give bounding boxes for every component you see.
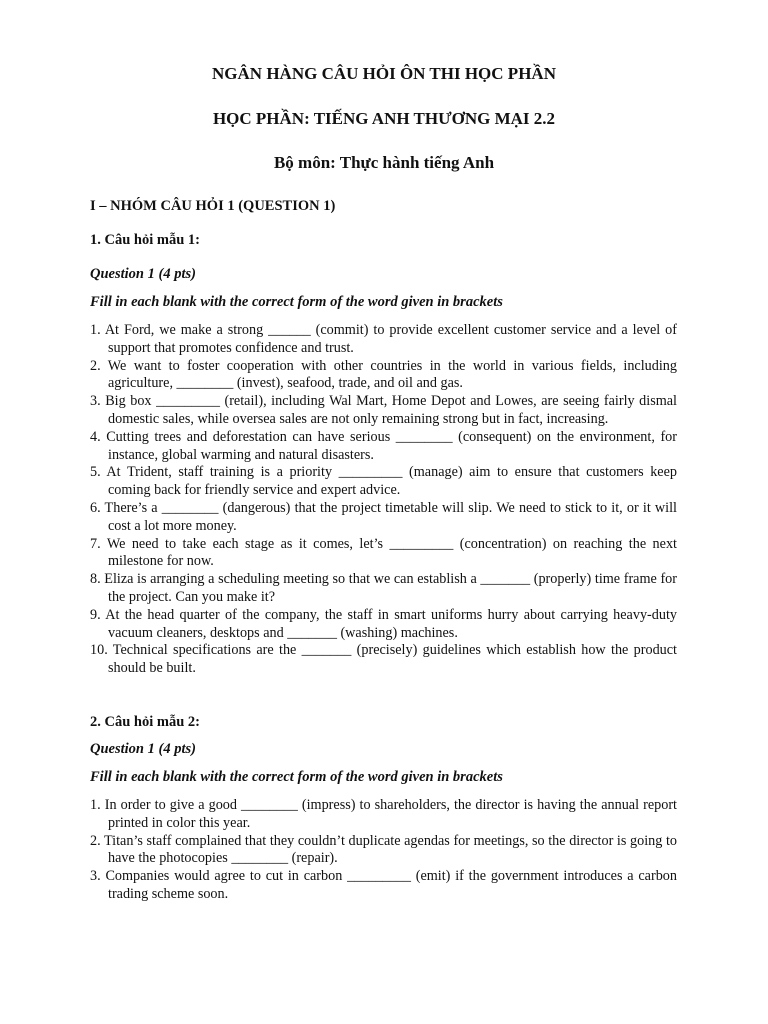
list-item: 3. Companies would agree to cut in carbon _________ (emit) if the government introduces a carbon trading scheme soon.	[90, 868, 677, 902]
list-item: 3. Big box _________ (retail), including Wal Mart, Home Depot and Lowes, are seeing fairly dismal domestic sales, while oversea sales are not only remaining strong but in fact, increasing.	[90, 393, 677, 427]
list-item: 9. At the head quarter of the company, the staff in smart uniforms hurry about carrying heavy-duty vacuum cleaners, desktops and _______ (washing) machines.	[90, 606, 677, 641]
sample-1-list	[90, 322, 677, 678]
list-item: 1. In order to give a good ________ (impress) to shareholders, the director is having the annual report printed in color this year.	[90, 797, 677, 831]
list-item: 2. We want to foster cooperation with other countries in the world in various fields, including agriculture, ________ (invest), seafood, trade, and oil and gas.	[90, 357, 677, 392]
sample-2-question: Question 1 (4 pts)	[90, 741, 196, 757]
list-item: 5. At Trident, staff training is a priority _________ (manage) aim to ensure that customers keep coming back for friendly service and expert advice.	[90, 464, 677, 499]
document-title: NGÂN HÀNG CÂU HỎI ÔN THI HỌC PHẦN	[212, 64, 556, 83]
sample-1-heading: 1. Câu hỏi mẫu 1:	[90, 232, 200, 248]
sample-1-instruction: Fill in each blank with the correct form of the word given in brackets	[90, 294, 503, 310]
list-item: 10. Technical specifications are the _______ (precisely) guidelines which establish how the product should be built.	[90, 642, 677, 677]
sample-1-question: Question 1 (4 pts)	[90, 266, 196, 282]
list-item: 1. At Ford, we make a strong ______ (commit) to provide excellent customer service and a level of support that promotes confidence and trust.	[90, 322, 677, 356]
section-heading: I – NHÓM CÂU HỎI 1 (QUESTION 1)	[90, 198, 336, 214]
department-title: Bộ môn: Thực hành tiếng Anh	[273, 153, 495, 172]
sample-2-instruction: Fill in each blank with the correct form of the word given in brackets	[90, 769, 503, 785]
sample-2-heading: 2. Câu hỏi mẫu 2:	[90, 714, 200, 730]
list-item: 6. There’s a ________ (dangerous) that the project timetable will slip. We need to stick to it, or it will cost a lot more money.	[90, 499, 677, 534]
sample-2-list	[90, 797, 677, 904]
list-item: 8. Eliza is arranging a scheduling meeting so that we can establish a _______ (properly) time frame for the project. Can you make it?	[90, 571, 677, 605]
list-item: 2. Titan’s staff complained that they couldn’t duplicate agendas for meetings, so the director is going to have the photocopies ________ (repair).	[90, 832, 677, 867]
list-item: 4. Cutting trees and deforestation can have serious ________ (consequent) on the environment, for instance, global warming and natural disasters.	[90, 428, 677, 463]
course-title: HỌC PHẦN: TIẾNG ANH THƯƠNG MẠI 2.2	[212, 109, 556, 128]
list-item: 7. We need to take each stage as it comes, let’s _________ (concentration) on reaching the next milestone for now.	[90, 535, 677, 570]
